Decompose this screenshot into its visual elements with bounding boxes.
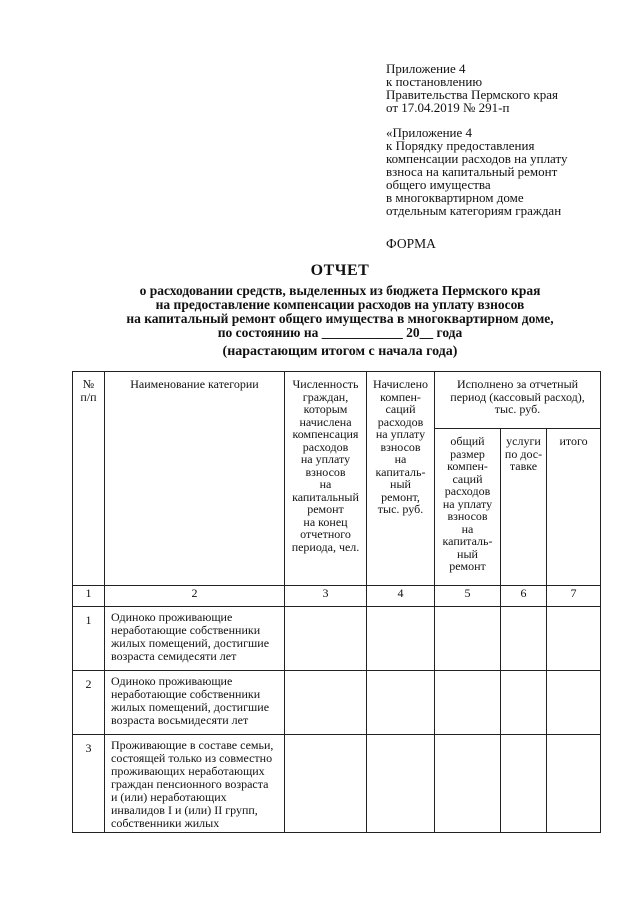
- report-title: ОТЧЕТ: [310, 262, 370, 279]
- column-number-row: [73, 586, 601, 607]
- appendix-ref-line: «Приложение 4: [386, 125, 473, 140]
- value-cell: [501, 607, 547, 671]
- report-table: [72, 371, 601, 833]
- table-row: [73, 671, 601, 735]
- category-cell: Проживающие в составе семьи, состоящей только из совместно проживающих неработающих граждан пенсионного возраста и (или) неработающих инвалидов I и (или) II групп, собственники жилых: [105, 735, 285, 833]
- table-row: [73, 735, 601, 833]
- appendix-ref-line: взноса на капитальный ремонт: [386, 164, 558, 179]
- value-cell: [435, 607, 501, 671]
- header-col-citizens-count: Численность граждан, которым начислена компенсация расходов на уплату взносов на капитальный ремонт на конец отчетного периода, чел.: [285, 372, 367, 586]
- value-cell: [285, 607, 367, 671]
- column-number: 1: [73, 586, 105, 607]
- value-cell: [435, 671, 501, 735]
- category-cell: Одиноко проживающие неработающие собственники жилых помещений, достигшие возраста семидесяти лет: [105, 607, 285, 671]
- value-cell: [435, 735, 501, 833]
- value-cell: [367, 671, 435, 735]
- header-col-total-compensation: общий размер компен- саций расходов на уплату взносов на капиталь- ный ремонт: [435, 429, 501, 586]
- column-number: 4: [367, 586, 435, 607]
- appendix-header-line: к постановлению: [386, 74, 483, 89]
- report-subtitle: [0, 284, 640, 340]
- column-number: 2: [105, 586, 285, 607]
- column-number: 6: [501, 586, 547, 607]
- report-subtitle-line: по состоянию на ____________ 20__ года: [217, 325, 463, 340]
- appendix-header-line: Приложение 4: [386, 61, 466, 76]
- column-number: 7: [547, 586, 601, 607]
- value-cell: [547, 735, 601, 833]
- appendix-ref-line: к Порядку предоставления: [386, 138, 535, 153]
- value-cell: [367, 607, 435, 671]
- appendix-ref-line: компенсации расходов на уплату: [386, 151, 568, 166]
- form-label: ФОРМА: [386, 236, 436, 251]
- row-number: 3: [73, 735, 105, 833]
- value-cell: [285, 671, 367, 735]
- appendix-header: [386, 62, 626, 114]
- value-cell: [547, 671, 601, 735]
- appendix-reference: [386, 126, 626, 217]
- table-row: [73, 607, 601, 671]
- appendix-header-line: от 17.04.2019 № 291-п: [386, 100, 510, 115]
- row-number: 2: [73, 671, 105, 735]
- report-note: (нарастающим итогом с начала года): [222, 344, 458, 359]
- header-row-1: [73, 372, 601, 429]
- row-number: 1: [73, 607, 105, 671]
- category-cell: Одиноко проживающие неработающие собственники жилых помещений, достигшие возраста восьмидесяти лет: [105, 671, 285, 735]
- header-col-accrued: Начислено компен- саций расходов на уплату взносов на капиталь- ный ремонт, тыс. руб.: [367, 372, 435, 586]
- header-col-number: № п/п: [73, 372, 105, 586]
- value-cell: [547, 607, 601, 671]
- header-col-total: итого: [547, 429, 601, 586]
- value-cell: [501, 735, 547, 833]
- report-subtitle-line: на капитальный ремонт общего имущества в многоквартирном доме,: [126, 311, 554, 326]
- column-number: 5: [435, 586, 501, 607]
- column-number: 3: [285, 586, 367, 607]
- value-cell: [501, 671, 547, 735]
- appendix-ref-line: общего имущества: [386, 177, 491, 192]
- report-subtitle-line: на предоставление компенсации расходов на уплату взносов: [155, 297, 525, 312]
- value-cell: [367, 735, 435, 833]
- appendix-ref-line: отдельным категориям граждан: [386, 203, 562, 218]
- header-col-delivery: услуги по дос- тавке: [501, 429, 547, 586]
- appendix-ref-line: в многоквартирном доме: [386, 190, 524, 205]
- appendix-header-line: Правительства Пермского края: [386, 87, 558, 102]
- header-col-category: Наименование категории: [105, 372, 285, 586]
- header-group-executed: Исполнено за отчетный период (кассовый расход), тыс. руб.: [435, 372, 601, 429]
- report-subtitle-line: о расходовании средств, выделенных из бюджета Пермского края: [139, 283, 541, 298]
- value-cell: [285, 735, 367, 833]
